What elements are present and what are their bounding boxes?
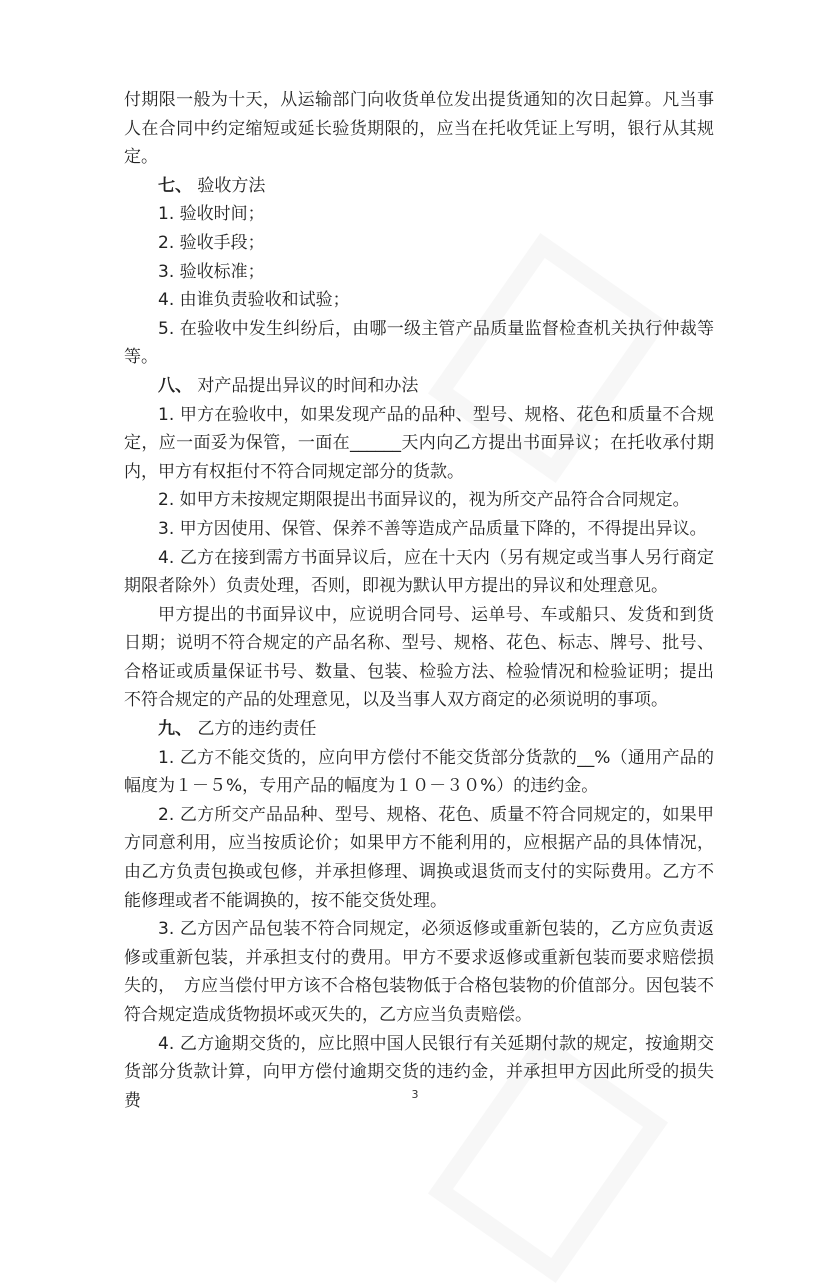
section-title: 对产品提出异议的时间和办法: [192, 375, 419, 396]
page-number: 3: [411, 1088, 419, 1101]
section-number: 七、: [158, 175, 192, 196]
paragraph: 5. 在验收中发生纠纷后，由哪一级主管产品质量监督检查机关执行仲裁等等。: [124, 318, 714, 368]
paragraph: 1. 甲方在验收中，如果发现产品的品种、型号、规格、花色和质量不合规定，应一面妥为保管，一面在______天内向乙方提出书面异议；在托收承付期内，甲方有权拒付不符合同规定部分的货款。: [124, 404, 714, 482]
paragraph: 4. 由谁负责验收和试验；: [158, 290, 350, 311]
paragraph: 2. 乙方所交产品品种、型号、规格、花色、质量不符合同规定的，如果甲方同意利用，应当按质论价；如果甲方不能利用的，应根据产品的具体情况，由乙方负责包换或包修，并承担修理、调换或退货而支付的实际费用。乙方不能修理或者不能调换的，按不能交货处理。: [124, 804, 714, 911]
paragraph: 1. 验收时间；: [158, 204, 265, 225]
section-number: 八、: [158, 375, 192, 396]
paragraph: 2. 验收手段；: [158, 232, 265, 253]
paragraph: 3. 甲方因使用、保管、保养不善等造成产品质量下降的，不得提出异议。: [158, 518, 707, 539]
section-title: 验收方法: [192, 175, 266, 196]
paragraph: 4. 乙方在接到需方书面异议后，应在十天内（另有规定或当事人另行商定期限者除外）负责处理，否则，即视为默认甲方提出的异议和处理意见。: [124, 547, 714, 597]
section-heading: [124, 372, 714, 401]
paragraph: 甲方提出的书面异议中，应说明合同号、运单号、车或船只、发货和到货日期；说明不符合规定的产品名称、型号、规格、花色、标志、牌号、批号、合格证或质量保证书号、数量、包装、检验方法、检验情况和检验证明；提出不符合规定的产品的处理意见，以及当事人双方商定的必须说明的事项。: [124, 604, 714, 711]
section-title: 乙方的违约责任: [192, 719, 317, 740]
section-heading: [124, 715, 714, 744]
paragraph: 1. 乙方不能交货的，应向甲方偿付不能交货部分货款的__%（通用产品的幅度为１－５%，专用产品的幅度为１０－３０%）的违约金。: [124, 747, 714, 797]
paragraph: 付期限一般为十天，从运输部门向收货单位发出提货通知的次日起算。凡当事人在合同中约定缩短或延长验货期限的，应当在托收凭证上写明，银行从其规定。: [124, 90, 714, 168]
paragraph: 4. 乙方逾期交货的，应比照中国人民银行有关延期付款的规定，按逾期交货部分货款计算，向甲方偿付逾期交货的违约金，并承担甲方因此所受的损失费: [124, 1033, 714, 1111]
section-number: 九、: [158, 719, 192, 740]
paragraph: 2. 如甲方未按规定期限提出书面异议的，视为所交产品符合合同规定。: [158, 490, 690, 511]
paragraph: 3. 验收标准；: [158, 261, 265, 282]
document-body: [124, 86, 714, 1115]
paragraph: 3. 乙方因产品包装不符合同规定，必须返修或重新包装的，乙方应负责返修或重新包装，并承担支付的费用。甲方不要求返修或重新包装而要求赔偿损失的， 方应当偿付甲方该不合格包装物低于合格包装物的价值部分。因包装不符合规定造成货物损坏或灭失的，乙方应当负责赔偿。: [124, 919, 714, 1025]
section-heading: [124, 172, 714, 201]
